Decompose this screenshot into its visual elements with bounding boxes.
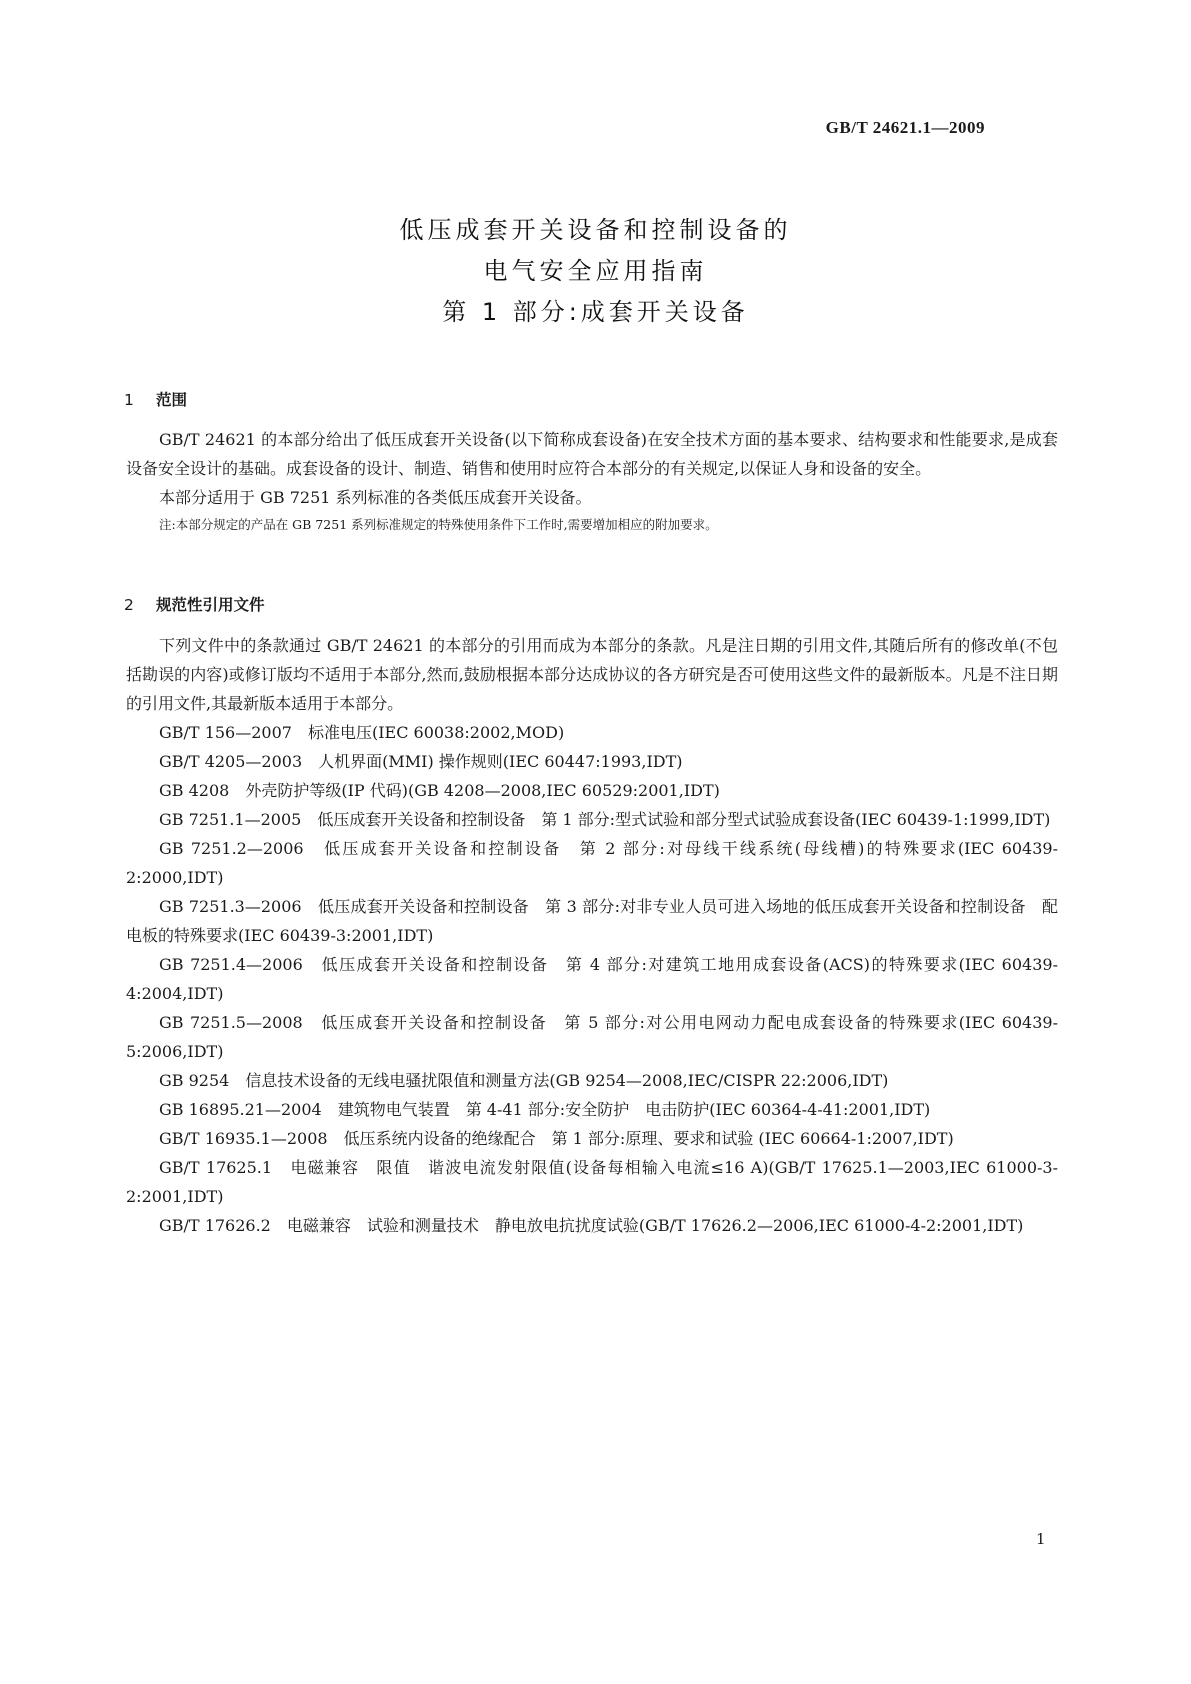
paragraph: GB/T 24621 的本部分给出了低压成套开关设备(以下简称成套设备)在安全技术方面的基本要求、结构要求和性能要求,是成套设备安全设计的基础。成套设备的设计、制造、销售和使用时应符合本部分的有关规定,以保证人身和设备的安全。 <box>126 430 1058 478</box>
section-number: 1 <box>124 391 134 409</box>
reference-item: GB/T 156—2007 标准电压(IEC 60038:2002,MOD) <box>159 723 565 742</box>
section-number: 2 <box>124 596 134 614</box>
paragraph: 本部分适用于 GB 7251 系列标准的各类低压成套开关设备。 <box>159 488 592 507</box>
reference-item: GB/T 4205—2003 人机界面(MMI) 操作规则(IEC 60447:1993,IDT) <box>159 752 683 771</box>
reference-item: GB 7251.3—2006 低压成套开关设备和控制设备 第 3 部分:对非专业人员可进入场地的低压成套开关设备和控制设备 配电板的特殊要求(IEC 60439-3:2001,IDT) <box>126 897 1058 945</box>
section-title: 范围 <box>156 391 188 409</box>
section-2-body <box>126 631 1058 1240</box>
title-line-1: 低压成套开关设备和控制设备的 <box>399 216 792 244</box>
title-line-3: 第 1 部分:成套开关设备 <box>442 298 749 326</box>
reference-item: GB 7251.5—2008 低压成套开关设备和控制设备 第 5 部分:对公用电网动力配电成套设备的特殊要求(IEC 60439-5:2006,IDT) <box>126 1013 1058 1061</box>
standard-code: GB/T 24621.1—2009 <box>825 118 985 137</box>
document-title <box>0 210 1191 333</box>
reference-item: GB 7251.4—2006 低压成套开关设备和控制设备 第 4 部分:对建筑工地用成套设备(ACS)的特殊要求(IEC 60439-4:2004,IDT) <box>126 955 1058 1003</box>
section-2-heading <box>124 593 265 615</box>
page-number: 1 <box>1036 1530 1046 1548</box>
reference-item: GB 16895.21—2004 建筑物电气装置 第 4-41 部分:安全防护 电击防护(IEC 60364-4-41:2001,IDT) <box>159 1100 931 1119</box>
reference-item: GB/T 17625.1 电磁兼容 限值 谐波电流发射限值(设备每相输入电流≤16 A)(GB/T 17625.1—2003,IEC 61000-3-2:2001,IDT) <box>126 1158 1058 1206</box>
reference-item: GB 4208 外壳防护等级(IP 代码)(GB 4208—2008,IEC 60529:2001,IDT) <box>159 781 720 800</box>
reference-item: GB/T 16935.1—2008 低压系统内设备的绝缘配合 第 1 部分:原理、要求和试验 (IEC 60664-1:2007,IDT) <box>159 1129 954 1148</box>
reference-item: GB 7251.1—2005 低压成套开关设备和控制设备 第 1 部分:型式试验和部分型式试验成套设备(IEC 60439-1:1999,IDT) <box>159 810 1051 829</box>
reference-item: GB 9254 信息技术设备的无线电骚扰限值和测量方法(GB 9254—2008,IEC/CISPR 22:2006,IDT) <box>159 1071 889 1090</box>
section-title: 规范性引用文件 <box>156 596 265 614</box>
reference-item: GB/T 17626.2 电磁兼容 试验和测量技术 静电放电抗扰度试验(GB/T 17626.2—2006,IEC 61000-4-2:2001,IDT) <box>159 1216 1024 1235</box>
reference-item: GB 7251.2—2006 低压成套开关设备和控制设备 第 2 部分:对母线干线系统(母线槽)的特殊要求(IEC 60439-2:2000,IDT) <box>126 839 1058 887</box>
note: 注:本部分规定的产品在 GB 7251 系列标准规定的特殊使用条件下工作时,需要增加相应的附加要求。 <box>159 517 718 532</box>
section-1-heading <box>124 388 187 410</box>
paragraph: 下列文件中的条款通过 GB/T 24621 的本部分的引用而成为本部分的条款。凡是注日期的引用文件,其随后所有的修改单(不包括勘误的内容)或修订版均不适用于本部分,然而,鼓励根据本部分达成协议的各方研究是否可使用这些文件的最新版本。凡是不注日期的引用文件,其最新版本适用于本部分。 <box>126 636 1058 713</box>
title-line-2: 电气安全应用指南 <box>483 257 708 285</box>
section-1-body <box>126 425 1058 536</box>
